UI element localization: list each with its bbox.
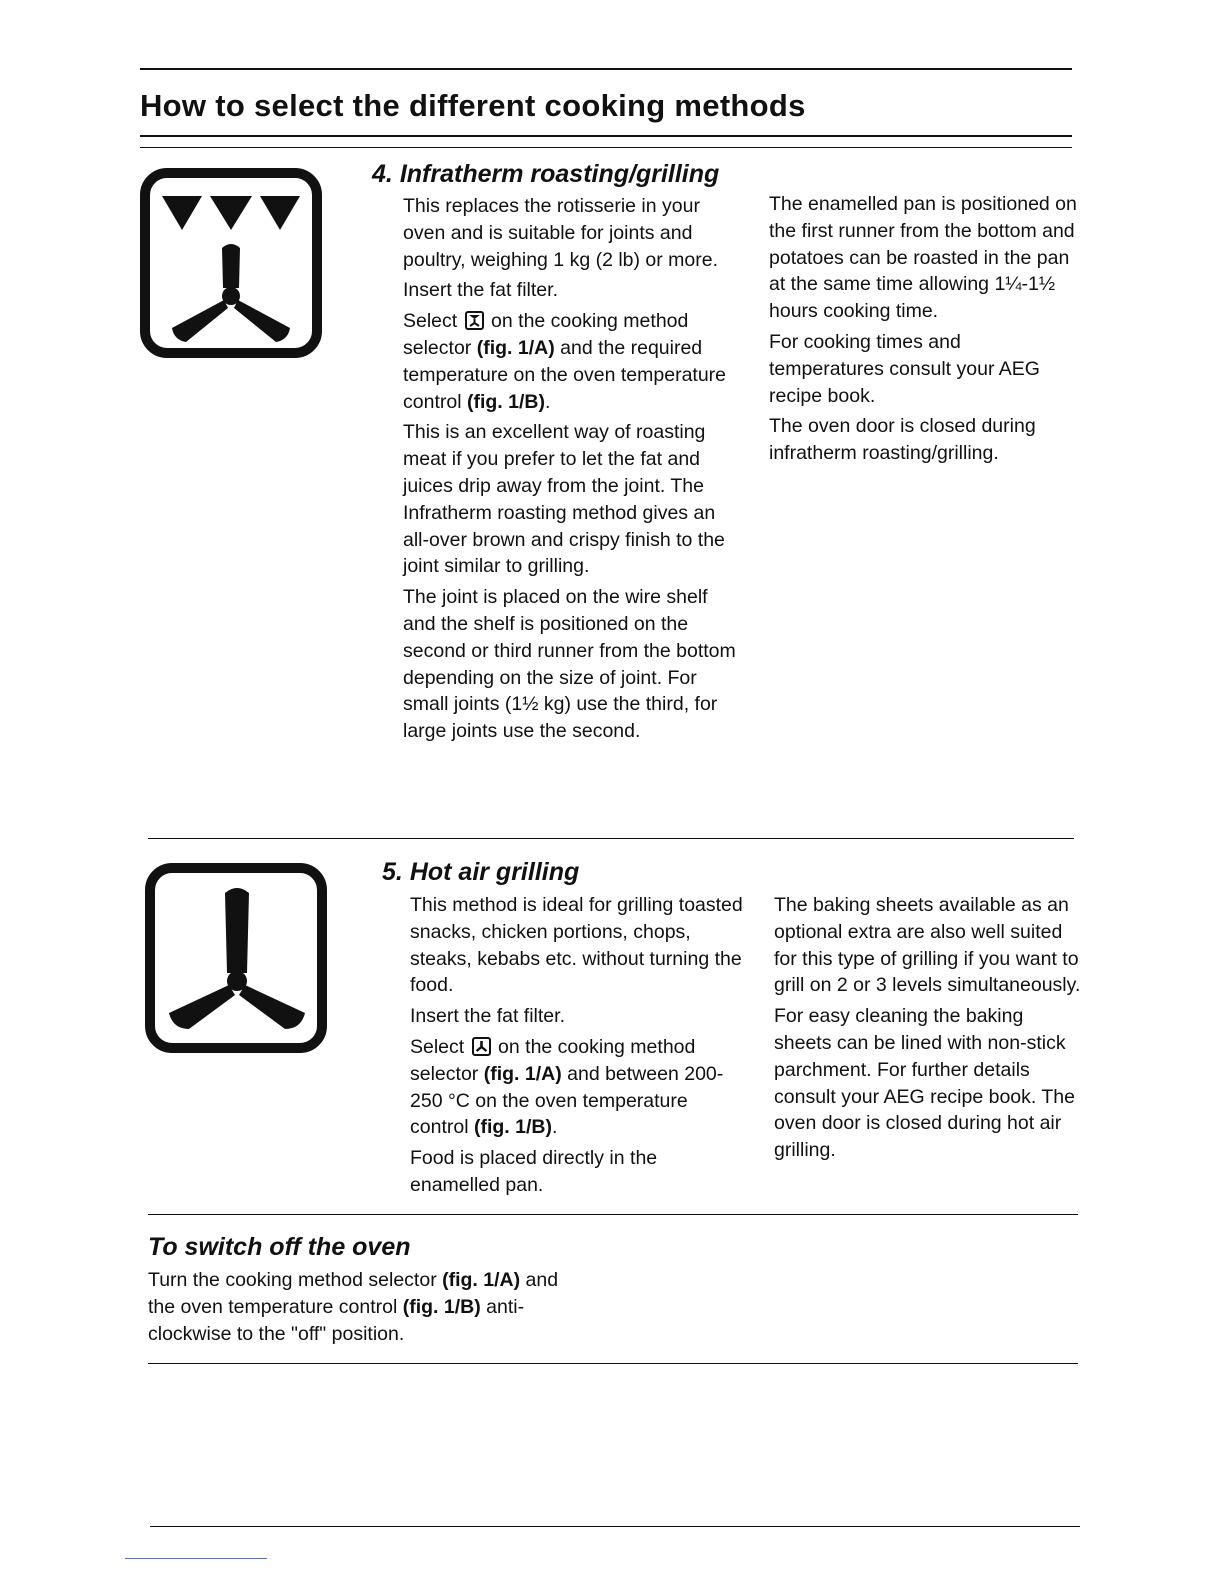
switch-off-top-rule	[148, 1214, 1078, 1215]
section4-title: Infratherm roasting/grilling	[399, 160, 720, 188]
paragraph: This replaces the rotisserie in your oven and is suitable for joints and poultry, weighing 1 kg (2 lb) or more.	[403, 195, 719, 271]
section5-title: Hot air grilling	[409, 858, 580, 886]
switch-off-text	[148, 1267, 588, 1351]
fig-ref: (fig. 1/B)	[473, 1116, 552, 1139]
fig-ref: (fig. 1/A)	[483, 1062, 562, 1085]
paragraph: The joint is placed on the wire shelf and the shelf is positioned on the second or third runner from the bottom depending on the size of joint. For small joints (1½ kg) use the third, for large joints use the second.	[403, 586, 736, 743]
section4-left-column	[403, 193, 743, 749]
paragraph: The oven door is closed during infratherm roasting/grilling.	[769, 415, 1036, 465]
infratherm-grill-fan-icon	[140, 168, 324, 358]
infratherm-symbol-icon	[465, 311, 484, 330]
paragraph: Select on the cooking method selector (fig. 1/A) and the required temperature on the oven temperature control (fig. 1/B).	[403, 310, 727, 413]
paragraph: Turn the cooking method selector (fig. 1/A) and the oven temperature control (fig. 1/B) anti-clockwise to the "off" position.	[148, 1269, 559, 1345]
top-rule	[140, 68, 1072, 70]
section5-right-column	[774, 892, 1084, 1168]
paragraph: The baking sheets available as an optional extra are also well suited for this type of grilling if you want to grill on 2 or 3 levels simultaneously.	[774, 894, 1081, 997]
hot-air-symbol-icon	[472, 1037, 491, 1056]
switch-off-bottom-rule	[148, 1363, 1078, 1364]
paragraph: Select on the cooking method selector (fig. 1/A) and between 200-250 °C on the oven temperature control (fig. 1/B).	[410, 1035, 724, 1139]
paragraph: The enamelled pan is positioned on the first runner from the bottom and potatoes can be roasted in the pan at the same time allowing 1¼-1½ hours cooking time.	[769, 193, 1077, 323]
section4-right-column	[769, 191, 1079, 471]
section5-left-column	[410, 892, 750, 1203]
title-underline-rule	[140, 135, 1072, 137]
section4-top-rule	[140, 147, 1072, 148]
fig-ref: (fig. 1/A)	[442, 1269, 521, 1291]
section-divider-rule	[148, 838, 1074, 839]
paragraph: Insert the fat filter.	[403, 279, 558, 302]
fig-ref: (fig. 1/A)	[476, 336, 555, 359]
hot-air-fan-icon	[145, 863, 329, 1053]
footer-link-underline	[125, 1558, 267, 1559]
paragraph: Food is placed directly in the enamelled pan.	[410, 1147, 658, 1196]
paragraph: For easy cleaning the baking sheets can be lined with non-stick parchment. For further details consult your AEG recipe book. The oven door is closed during hot air grilling.	[774, 1005, 1075, 1162]
section5-heading	[382, 858, 579, 887]
page-title: How to select the different cooking methods	[140, 88, 806, 123]
section5-number: 5.	[382, 858, 403, 886]
paragraph: This method is ideal for grilling toasted snacks, chicken portions, chops, steaks, kebabs etc. without turning the food.	[410, 894, 743, 997]
paragraph: For cooking times and temperatures consult your AEG recipe book.	[769, 330, 1040, 407]
section4-heading	[372, 160, 719, 189]
fig-ref: (fig. 1/B)	[402, 1295, 481, 1318]
fig-ref: (fig. 1/B)	[466, 390, 545, 413]
bottom-page-rule	[150, 1526, 1080, 1527]
section4-number: 4.	[372, 160, 393, 188]
paragraph: This is an excellent way of roasting meat if you prefer to let the fat and juices drip away from the joint. The Infratherm roasting method gives an all-over brown and crispy finish to the joint similar to grilling.	[403, 421, 725, 578]
switch-off-heading: To switch off the oven	[148, 1233, 411, 1261]
paragraph: Insert the fat filter.	[410, 1005, 565, 1028]
